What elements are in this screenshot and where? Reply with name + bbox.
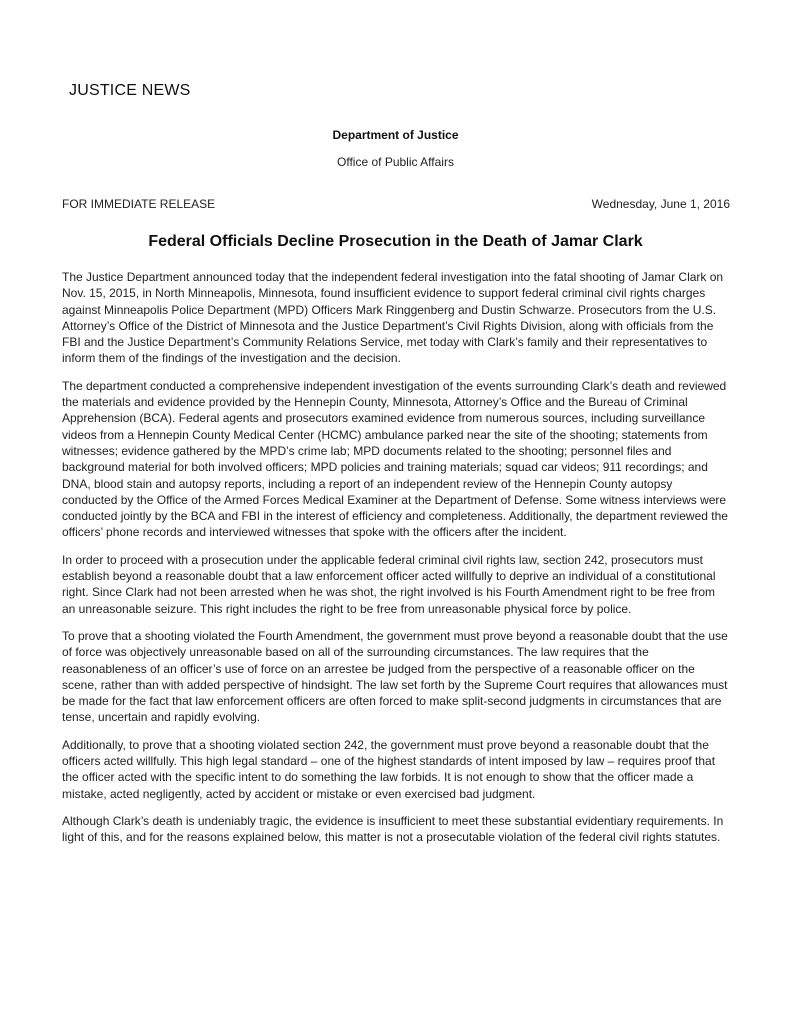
release-date: Wednesday, June 1, 2016: [591, 197, 730, 211]
release-row: [62, 197, 730, 211]
release-label: FOR IMMEDIATE RELEASE: [62, 197, 216, 211]
article-body: [62, 269, 730, 857]
brand-title: JUSTICE NEWS: [69, 82, 191, 99]
paragraph: In order to proceed with a prosecution under the applicable federal criminal civil rights law, section 242, prosecutors must establish beyond a reasonable doubt that a law enforcement officer acted willfully to deprive an individual of a constitutional right. Since Clark had not been arrested when he was shot, the right involved is his Fourth Amendment right to be free from an unreasonable seizure. This right includes the right to be free from unreasonable physical force by police.: [62, 552, 716, 616]
press-release-title: Federal Officials Decline Prosecution in the Death of Jamar Clark: [148, 233, 643, 250]
paragraph: To prove that a shooting violated the Fourth Amendment, the government must prove beyond a reasonable doubt that the use of force was objectively unreasonable based on all of the surrounding circumstances. The law requires that the reasonableness of an officer’s use of force on an arrestee be judged from the perspective of a reasonable officer on the scene, rather than with added perspective of hindsight. The law set forth by the Supreme Court requires that allowances must be made for the fact that law enforcement officers are often forced to make split-second judgments in circumstances that are tense, uncertain and rapidly evolving.: [62, 628, 728, 725]
paragraph: Additionally, to prove that a shooting violated section 242, the government must prove beyond a reasonable doubt that the officers acted willfully. This high legal standard – one of the highest standards of intent imposed by law – requires proof that the officer acted with the specific intent to do something the law forbids. It is not enough to show that the officer made a mistake, acted negligently, acted by accident or mistake or even exercised bad judgment.: [62, 737, 716, 801]
paragraph: Although Clark’s death is undeniably tragic, the evidence is insufficient to meet these substantial evidentiary requirements. In light of this, and for the reasons explained below, this matter is not a prosecutable violation of the federal civil rights statutes.: [62, 813, 724, 845]
office-name: Office of Public Affairs: [337, 155, 454, 169]
paragraph: The department conducted a comprehensive independent investigation of the events surrounding Clark’s death and reviewed the materials and evidence provided by the Hennepin County, Minnesota, Attorney’s Office and the Bureau of Criminal Apprehension (BCA). Federal agents and prosecutors examined evidence from numerous sources, including surveillance videos from a Hennepin County Medical Center (HCMC) ambulance parked near the site of the shooting; statements from witnesses; evidence gathered by the MPD’s crime lab; MPD documents related to the shooting; personnel files and background material for both involved officers; MPD policies and training materials; squad car videos; 911 recordings; and DNA, blood stain and autopsy reports, including a report of an independent review of the Hennepin County autopsy conducted by the Office of the Armed Forces Medical Examiner at the Department of Defense. Some witness interviews were conducted jointly by the BCA and FBI in the interest of efficiency and completeness. Additionally, the department reviewed the officers’ phone records and interviewed witnesses that spoke with the officers after the incident.: [62, 378, 728, 540]
paragraph: The Justice Department announced today that the independent federal investigation into the fatal shooting of Jamar Clark on Nov. 15, 2015, in North Minneapolis, Minnesota, found insufficient evidence to support federal criminal civil rights charges against Minneapolis Police Department (MPD) Officers Mark Ringgenberg and Dustin Schwarze. Prosecutors from the U.S. Attorney’s Office of the District of Minnesota and the Justice Department’s Civil Rights Division, along with officials from the FBI and the Justice Department’s Community Relations Service, met today with Clark’s family and their representatives to inform them of the findings of the investigation and the decision.: [62, 270, 724, 366]
department-name: Department of Justice: [332, 128, 459, 142]
